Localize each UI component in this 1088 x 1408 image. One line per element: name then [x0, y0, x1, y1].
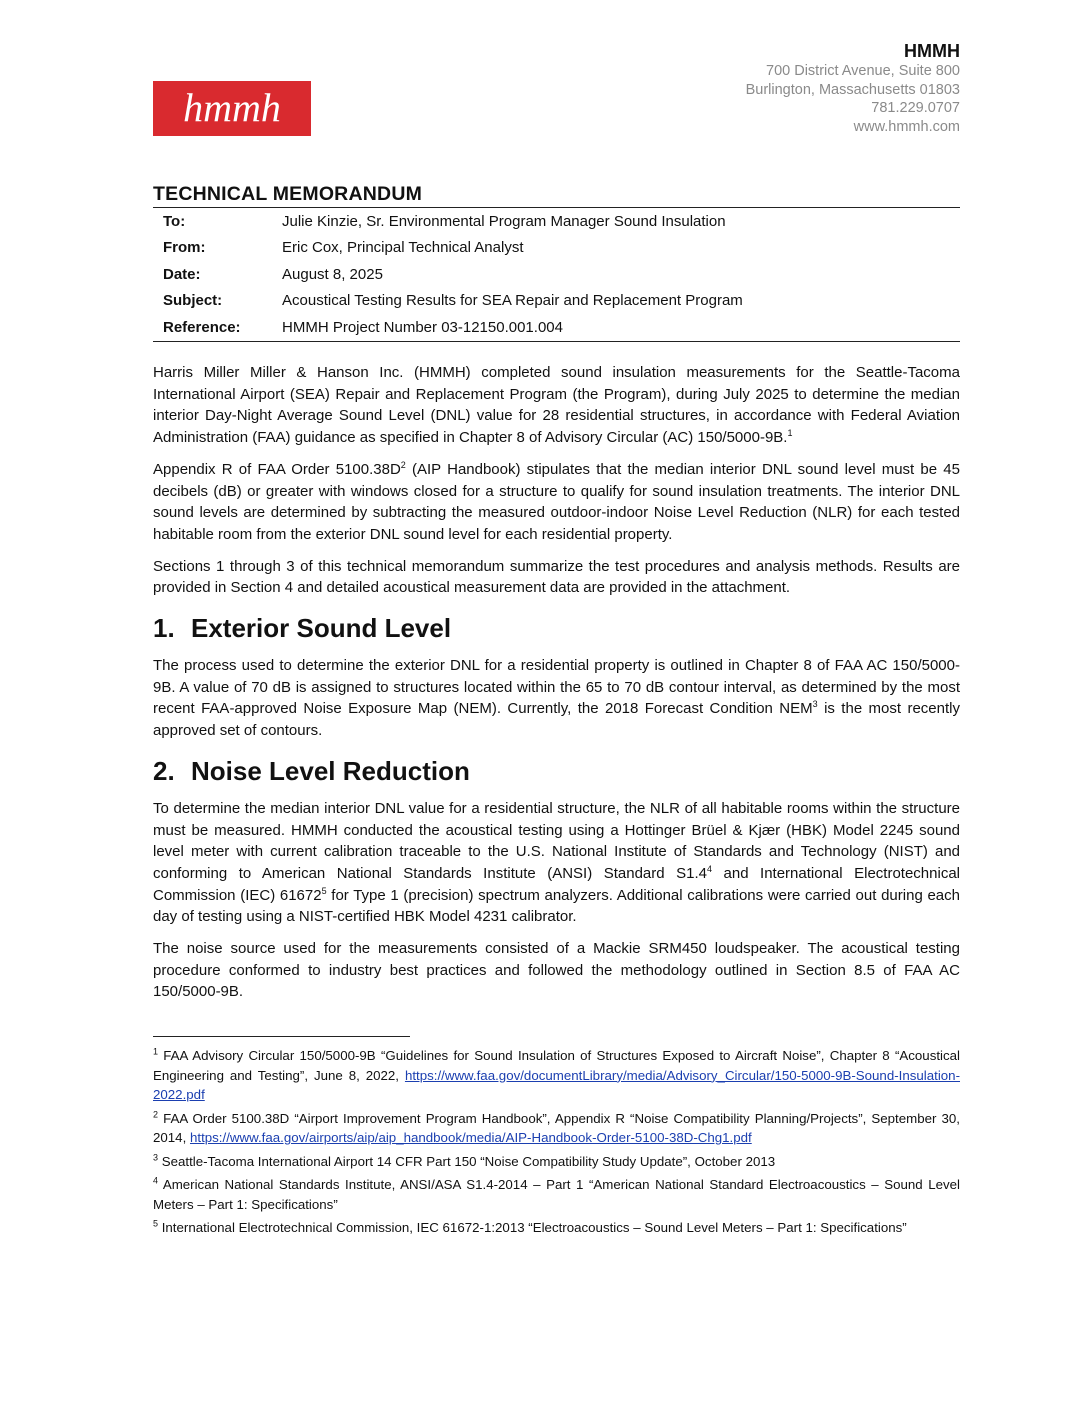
- memo-label: To:: [163, 212, 186, 230]
- memo-value: August 8, 2025: [282, 265, 383, 283]
- company-info: [746, 40, 960, 136]
- intro-paragraph-1: Harris Miller Miller & Hanson Inc. (HMMH) completed sound insulation measurements for the Seattle-Tacoma International Airport (SEA) Repair and Replacement Program (the Program), during July 2025 to determine the median interior Day-Night Average Sound Level (DNL) value for 28 residential structures, in accordance with Federal Aviation Administration (FAA) guidance as specified in Chapter 8 of Advisory Circular (AC) 150/5000-9B.$^1$: [153, 364, 960, 447]
- memo-value: Julie Kinzie, Sr. Environmental Program Manager Sound Insulation: [282, 212, 726, 230]
- memo-label: From:: [163, 239, 206, 257]
- footnote-divider: [153, 1036, 410, 1037]
- logo-wordmark: hmmh: [183, 85, 281, 130]
- memo-value: Acoustical Testing Results for SEA Repair and Replacement Program: [282, 292, 743, 310]
- footnote-ref: 2: [400, 459, 406, 470]
- footnote-ref: 1: [787, 428, 793, 439]
- company-address-line2: Burlington, Massachusetts 01803: [745, 81, 960, 98]
- company-website: www.hmmh.com: [853, 118, 960, 135]
- footnote-3: $^3$ Seattle-Tacoma International Airport 14 CFR Part 150 “Noise Compatibility Study Update”, October 2013: [153, 1152, 776, 1169]
- footnote-link[interactable]: https://www.faa.gov/documentLibrary/media/Advisory_Circular/150-5000-9B-Sound-Insulation-2022.pdf: [153, 1067, 960, 1103]
- footnote-ref: 4: [706, 863, 712, 874]
- section1-paragraph: The process used to determine the exterior DNL for a residential property is outlined in Chapter 8 of FAA AC 150/5000-9B. A value of 70 dB is assigned to structures located within the 65 to 70 dB contour interval, as determined by the most recent FAA-approved Noise Exposure Map (NEM). Currently, the 2018 Forecast Condition NEM$^3$ is the most recently approved set of contours.: [153, 657, 960, 740]
- footnote-4: $^4$ American National Standards Institute, ANSI/ASA S1.4-2014 – Part 1 “American National Standard Electroacoustics – Sound Level Meters – Part 1: Specifications”: [153, 1175, 960, 1212]
- memo-value: HMMH Project Number 03-12150.001.004: [282, 318, 563, 336]
- footnote-5: $^5$ International Electrotechnical Commission, IEC 61672-1:2013 “Electroacoustics – Sound Level Meters – Part 1: Specifications”: [153, 1218, 907, 1236]
- memo-row-reference: [153, 314, 960, 341]
- memo-row-subject: [153, 288, 960, 315]
- footnote-2: $^2$ FAA Order 5100.38D “Airport Improvement Program Handbook”, Appendix R “Noise Compatibility Planning/Projects”, September 30, 2014, https://www.faa.gov/airports/aip/aip_handbook/media/AIP-Handbook-Order-5100-38D-Chg1.pdf: [153, 1109, 960, 1146]
- section-heading-noise-level-reduction: 2. Noise Level Reduction: [153, 755, 470, 786]
- company-logo: [153, 81, 311, 136]
- memo-label: Reference:: [163, 318, 241, 336]
- section2-paragraph-2: The noise source used for the measurements consisted of a Mackie SRM450 loudspeaker. The acoustical testing procedure conformed to industry best practices and followed the methodology outlined in Section 8.5 of FAA AC 150/5000-9B.: [153, 940, 960, 1001]
- intro-paragraph-2: Appendix R of FAA Order $5100.38D^2$ (AIP Handbook) stipulates that the median interior DNL sound level must be 45 decibels (dB) or greater with windows closed for a structure to qualify for sound insulation treatments. The interior DNL sound levels are determined by subtracting the measured outdoor-indoor Noise Level Reduction (NLR) for each tested habitable room from the exterior DNL sound level for each residential property.: [153, 459, 960, 543]
- memo-header-table: [153, 207, 960, 342]
- memo-body: [153, 362, 960, 1242]
- section2-paragraph-1: To determine the median interior DNL value for a residential structure, the NLR of all habitable rooms within the structure must be measured. HMMH conducted the acoustical testing using a Hottinger Brüel & Kjær (HBK) Model 2245 sound level meter with current calibration traceable to the U.S. National Institute of Standards and Technology (NIST) and conforming to American National Standards Institute (ANSI) Standard $S1.4^4$ and International Electrotechnical Commission (IEC) 61672$^5$ for Type 1 (precision) spectrum analyzers. Additional calibrations were carried out during each day of testing using a NIST-certified HBK Model 4231 calibrator.: [153, 799, 960, 926]
- memo-label: Date:: [163, 265, 201, 283]
- footnote-link[interactable]: https://www.faa.gov/airports/aip/aip_handbook/media/AIP-Handbook-Order-5100-38D-Chg1.pdf: [189, 1130, 752, 1146]
- intro-paragraph-3: Sections 1 through 3 of this technical memorandum summarize the test procedures and analysis methods. Results are provided in Section 4 and detailed acoustical measurement data are provided in the attachment.: [153, 557, 960, 597]
- section-heading-exterior-sound-level: 1. Exterior Sound Level: [153, 613, 452, 644]
- memo-row-date: [153, 261, 960, 288]
- memo-row-from: [153, 235, 960, 262]
- memo-value: Eric Cox, Principal Technical Analyst: [282, 239, 524, 257]
- company-address-line1: 700 District Avenue, Suite 800: [766, 63, 960, 79]
- footnote-ref: 5: [321, 885, 327, 896]
- memo-row-to: [153, 208, 960, 235]
- company-phone: 781.229.0707: [871, 100, 960, 116]
- memo-label: Subject:: [163, 292, 223, 310]
- footnote-ref: 3: [812, 699, 818, 710]
- memo-title: TECHNICAL MEMORANDUM: [153, 183, 423, 205]
- footnote-1: $^1$ FAA Advisory Circular 150/5000-9B “Guidelines for Sound Insulation of Structures Exposed to Aircraft Noise”, Chapter 8 “Acoustical Engineering and Testing”, June 8, 2022, https://www.faa.gov/documentLibrary/media/Advisory_Circular/150-5000-9B-Sound-Insulation-2022.pdf: [153, 1046, 960, 1103]
- company-name: HMMH: [904, 41, 960, 61]
